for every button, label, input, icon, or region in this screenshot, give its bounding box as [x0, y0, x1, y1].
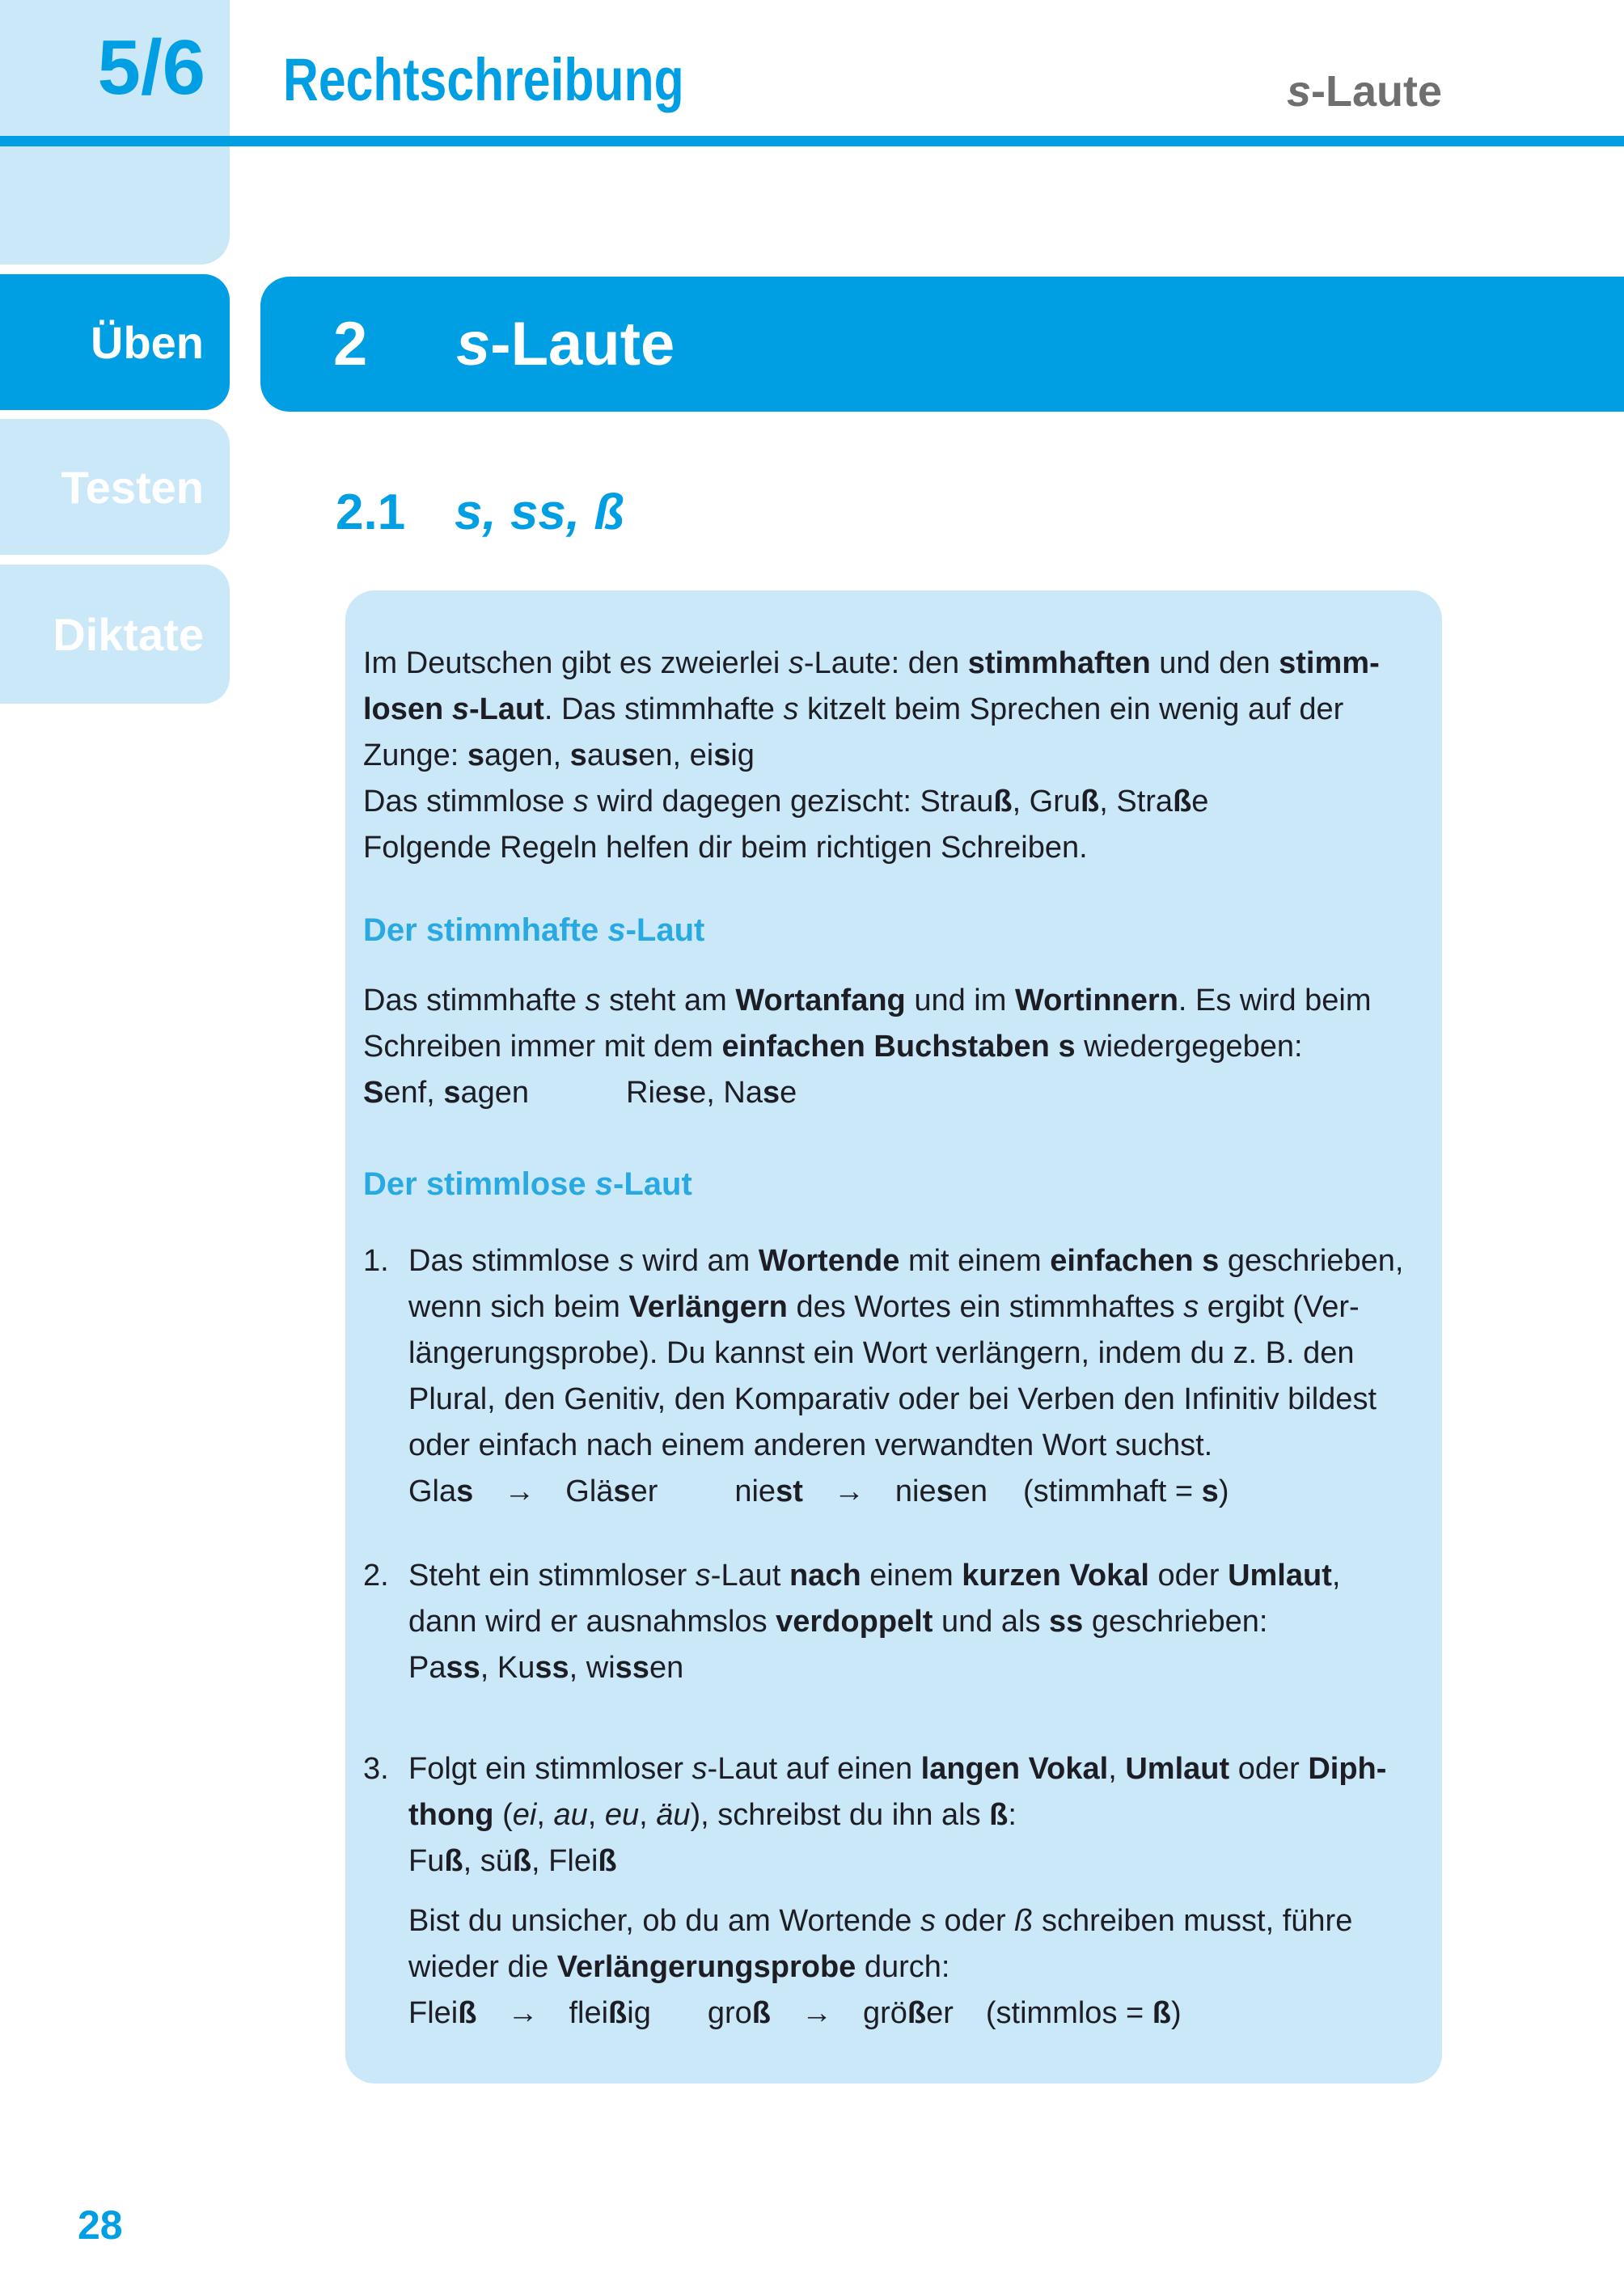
- text-run: Flei: [408, 1996, 459, 2030]
- text-run: Rie: [626, 1076, 673, 1110]
- text-line: [408, 1599, 1418, 1645]
- text-run: Steht ein stimmloser: [408, 1559, 696, 1593]
- info-box: [345, 590, 1442, 2084]
- text-run: und den: [1150, 646, 1279, 680]
- text-line: [408, 1284, 1418, 1331]
- text-run: Umlaut: [1125, 1752, 1230, 1786]
- text-run: wird dagegen gezischt: Strau: [588, 785, 994, 819]
- text-run: wieder die: [408, 1950, 557, 1984]
- text-run: ,: [587, 1798, 605, 1832]
- text-run: s: [569, 738, 587, 772]
- text-line: [408, 1469, 1418, 1515]
- text-run: ,: [639, 1798, 657, 1832]
- rule-item: [363, 1553, 1418, 1691]
- arrow-glyph: →: [507, 1996, 539, 2030]
- section-number: 2: [333, 310, 368, 379]
- text-run: s: [783, 692, 799, 726]
- text-run: e: [780, 1076, 797, 1110]
- text-run: s: [920, 1904, 936, 1938]
- text-run: ): [1218, 1474, 1229, 1508]
- grade-badge: 5/6: [97, 24, 205, 111]
- text-run: Fu: [408, 1844, 445, 1878]
- text-run: enf,: [383, 1076, 444, 1110]
- text-run: s: [672, 1076, 690, 1110]
- list-number: 3.: [363, 1752, 389, 1786]
- text-run: s: [573, 785, 589, 819]
- text-line: [408, 1331, 1418, 1377]
- text-line: [408, 1944, 1418, 1991]
- text-run: Wortende: [758, 1244, 900, 1278]
- text-run: ,: [536, 1798, 554, 1832]
- text-run: ss: [535, 1651, 569, 1685]
- text-run: Der stimmlose: [363, 1166, 595, 1202]
- text-run: ,: [1108, 1752, 1126, 1786]
- text-run: geschrieben,: [1219, 1244, 1404, 1278]
- text-run: Pa: [408, 1651, 446, 1685]
- text-run: nie: [734, 1474, 776, 1508]
- text-run: wiedergegeben:: [1075, 1030, 1303, 1064]
- text-run: s: [713, 738, 731, 772]
- text-run: ß: [907, 1996, 927, 2030]
- rule-item: [363, 1746, 1418, 1885]
- text-run: steht am: [600, 984, 736, 1017]
- text-line: [408, 1423, 1418, 1469]
- text-run: oder: [1148, 1559, 1229, 1593]
- text-run: e, Na: [689, 1076, 763, 1110]
- text-run: kitzelt beim Sprechen ein wenig auf der: [798, 692, 1344, 726]
- text-run: ergibt (Ver-: [1199, 1290, 1360, 1324]
- text-run: thong: [408, 1798, 494, 1832]
- sidebar-tab-diktate[interactable]: [0, 565, 230, 704]
- text-run: ß: [444, 1844, 463, 1878]
- text-run: ss: [446, 1651, 480, 1685]
- text-run: (stimmhaft =: [1023, 1474, 1202, 1508]
- text-run: s: [467, 738, 485, 772]
- text-run: er: [630, 1474, 658, 1508]
- text-run: -Laut auf einen: [707, 1752, 921, 1786]
- text-run: au: [553, 1798, 588, 1832]
- text-line: [363, 1070, 1418, 1116]
- text-run: Verlängerungsprobe: [556, 1950, 856, 1984]
- sidebar-tab-üben[interactable]: [0, 274, 230, 410]
- text-run: oder einfach nach einem anderen verwandten Wort suchst.: [408, 1428, 1213, 1462]
- text-line: [408, 1838, 1418, 1885]
- text-run: au: [586, 738, 622, 772]
- text-run: Diph-: [1308, 1752, 1387, 1786]
- text-run: äu: [656, 1798, 691, 1832]
- text-run: S: [363, 1076, 384, 1110]
- text-run: Das stimmhafte: [363, 984, 586, 1017]
- text-run: s: [456, 1474, 474, 1508]
- text-run: , Stra: [1099, 785, 1174, 819]
- text-run: nach: [789, 1559, 861, 1593]
- text-run: (: [493, 1798, 513, 1832]
- text-run: Folgende Regeln helfen dir beim richtigen Schreiben.: [363, 831, 1088, 865]
- text-run: längerungsprobe). Du kannst ein Wort verlängern, indem du z. B. den: [408, 1336, 1355, 1370]
- text-run: Schreiben immer mit dem: [363, 1030, 722, 1064]
- text-run: des Wortes ein stimmhaftes: [787, 1290, 1184, 1324]
- text-run: , Flei: [531, 1844, 598, 1878]
- text-run: ß: [993, 785, 1013, 819]
- text-run: langen Vokal: [920, 1752, 1109, 1786]
- subsection-number: 2.1: [336, 484, 406, 540]
- text-run: einfachen Buchstaben s: [721, 1030, 1076, 1064]
- rule-item: [363, 1238, 1418, 1515]
- text-run: (stimmlos =: [985, 1996, 1152, 2030]
- text-run: en, ei: [638, 738, 714, 772]
- text-run: verdoppelt: [776, 1605, 933, 1639]
- text-run: Zunge:: [363, 738, 467, 772]
- text-run: s: [1286, 67, 1311, 116]
- list-number: 1.: [363, 1244, 389, 1278]
- text-run: s: [763, 1076, 780, 1110]
- text-run: ß: [1173, 785, 1192, 819]
- text-run: und im: [905, 984, 1015, 1017]
- text-line: [363, 687, 1418, 733]
- paragraph: [363, 978, 1418, 1116]
- text-run: , Gru: [1012, 785, 1081, 819]
- text-run: flei: [569, 1996, 609, 2030]
- text-run: Verlängern: [628, 1290, 788, 1324]
- text-run: nie: [894, 1474, 937, 1508]
- text-run: wird am: [633, 1244, 759, 1278]
- text-run: grö: [862, 1996, 907, 2030]
- text-run: s: [618, 1244, 634, 1278]
- text-run: s: [613, 1474, 631, 1508]
- text-run: -Laute: [490, 310, 675, 379]
- text-run: s: [443, 1076, 461, 1110]
- text-run: -Laute: den: [803, 646, 968, 680]
- text-run: s: [594, 1166, 614, 1202]
- text-run: stimm-: [1279, 646, 1380, 680]
- text-run: er: [926, 1996, 954, 2030]
- text-run: Wortinnern: [1014, 984, 1178, 1017]
- text-run: . Es wird beim: [1178, 984, 1372, 1017]
- sidebar-tab-label: Üben: [91, 316, 204, 368]
- text-run: -Laute: [1311, 67, 1442, 116]
- text-run: einfachen s: [1050, 1244, 1220, 1278]
- page-number: 28: [78, 2202, 123, 2248]
- text-run: agen: [460, 1076, 529, 1110]
- text-run: Gla: [408, 1474, 457, 1508]
- text-run: s: [788, 646, 804, 680]
- arrow-glyph: →: [504, 1474, 535, 1508]
- sidebar-tab-label: Testen: [61, 461, 204, 513]
- text-run: Glä: [565, 1474, 614, 1508]
- text-run: ß: [989, 1798, 1009, 1832]
- text-run: st: [776, 1474, 803, 1508]
- text-line: [363, 907, 1418, 954]
- text-run: s: [451, 692, 469, 726]
- text-run: durch:: [856, 1950, 950, 1984]
- text-run: ß: [598, 1844, 617, 1878]
- text-run: ß: [751, 1996, 771, 2030]
- text-run: -Laut: [625, 912, 705, 948]
- paragraph: [363, 641, 1418, 871]
- rule-heading: [363, 1161, 1418, 1208]
- text-run: , Ku: [480, 1651, 535, 1685]
- text-run: s: [456, 310, 491, 379]
- paragraph: [408, 1898, 1418, 2037]
- text-run: ,: [1331, 1559, 1341, 1593]
- text-run: s: [691, 1752, 708, 1786]
- text-run: en: [953, 1474, 988, 1508]
- text-run: oder: [1229, 1752, 1309, 1786]
- text-run: Wortanfang: [735, 984, 906, 1017]
- text-run: ß: [458, 1996, 477, 2030]
- text-run: ig: [730, 738, 755, 772]
- text-run: dann wird er ausnahmslos: [408, 1605, 776, 1639]
- header-divider-line: [0, 136, 1624, 146]
- text-run: kurzen Vokal: [962, 1559, 1149, 1593]
- text-run: :: [1008, 1798, 1017, 1832]
- text-run: geschrieben:: [1083, 1605, 1268, 1639]
- text-run: schreiben musst, führe: [1033, 1904, 1353, 1938]
- text-run: einem: [861, 1559, 962, 1593]
- text-run: eu: [604, 1798, 640, 1832]
- text-run: e: [1191, 785, 1209, 819]
- text-run: mit einem: [899, 1244, 1051, 1278]
- text-run: ß: [1152, 1996, 1171, 2030]
- text-run: agen,: [484, 738, 570, 772]
- text-line: [363, 733, 1418, 779]
- text-line: [363, 1024, 1418, 1070]
- text-run: Das stimmlose: [408, 1244, 619, 1278]
- text-run: ß: [608, 1996, 628, 2030]
- text-line: [408, 1377, 1418, 1423]
- section-header-bar: [260, 277, 1624, 412]
- text-line: [408, 1553, 1418, 1599]
- text-run: s: [936, 1474, 954, 1508]
- text-run: ): [1170, 1996, 1182, 2030]
- text-run: oder: [936, 1904, 1015, 1938]
- text-line: [363, 779, 1418, 825]
- text-run: -Laut: [613, 1166, 692, 1202]
- text-run: Plural, den Genitiv, den Komparativ oder bei Verben den Infinitiv bildest: [408, 1382, 1377, 1416]
- text-run: Im Deutschen gibt es zweierlei: [363, 646, 789, 680]
- text-run: Umlaut: [1228, 1559, 1332, 1593]
- text-run: s: [607, 912, 626, 948]
- text-run: ig: [627, 1996, 651, 2030]
- rule-heading: [363, 907, 1418, 954]
- text-run: s: [621, 738, 639, 772]
- text-run: s: [585, 984, 601, 1017]
- arrow-glyph: →: [833, 1474, 865, 1508]
- text-line: [363, 641, 1418, 687]
- list-number: 2.: [363, 1559, 389, 1593]
- text-line: [363, 825, 1418, 871]
- text-run: en: [649, 1651, 684, 1685]
- text-run: ß: [1081, 785, 1100, 819]
- text-run: Bist du unsicher, ob du am Wortende: [408, 1904, 920, 1938]
- sidebar-tab-testen[interactable]: [0, 419, 230, 555]
- text-run: und als: [933, 1605, 1050, 1639]
- text-line: [408, 1991, 1418, 2037]
- sidebar-tab-label: Diktate: [53, 608, 204, 660]
- text-line: [408, 1645, 1418, 1691]
- subsection-heading: [336, 484, 625, 540]
- text-run: wenn sich beim: [408, 1290, 629, 1324]
- text-run: ß: [512, 1844, 532, 1878]
- text-line: [408, 1792, 1418, 1838]
- text-run: -Laut: [710, 1559, 789, 1593]
- text-line: [363, 1161, 1418, 1208]
- text-line: [408, 1238, 1418, 1284]
- text-run: ss: [1049, 1605, 1084, 1639]
- text-run: ss: [615, 1651, 649, 1685]
- text-run: Folgt ein stimmloser: [408, 1752, 692, 1786]
- text-run: gro: [707, 1996, 752, 2030]
- text-run: Das stimmlose: [363, 785, 573, 819]
- text-run: Der stimmhafte: [363, 912, 608, 948]
- text-run: s: [1201, 1474, 1219, 1508]
- text-run: ei: [512, 1798, 537, 1832]
- section-title: [456, 309, 675, 379]
- text-line: [363, 978, 1418, 1024]
- page-header-title: Rechtschreibung: [283, 46, 684, 113]
- subsection-title: s, ss, ß: [455, 484, 625, 540]
- text-run: -Laut: [468, 692, 544, 726]
- text-run: , wi: [569, 1651, 615, 1685]
- text-run: . Das stimmhafte: [543, 692, 784, 726]
- text-run: losen: [363, 692, 452, 726]
- arrow-glyph: →: [801, 1996, 832, 2030]
- text-run: s: [1183, 1290, 1199, 1324]
- page-header-topic: [345, 67, 1442, 116]
- text-line: [408, 1746, 1418, 1792]
- text-run: s: [695, 1559, 711, 1593]
- text-line: [408, 1898, 1418, 1944]
- text-run: , sü: [463, 1844, 513, 1878]
- text-run: ), schreibst du ihn als: [690, 1798, 990, 1832]
- text-run: stimmhaften: [967, 646, 1151, 680]
- text-run: ß: [1014, 1904, 1034, 1938]
